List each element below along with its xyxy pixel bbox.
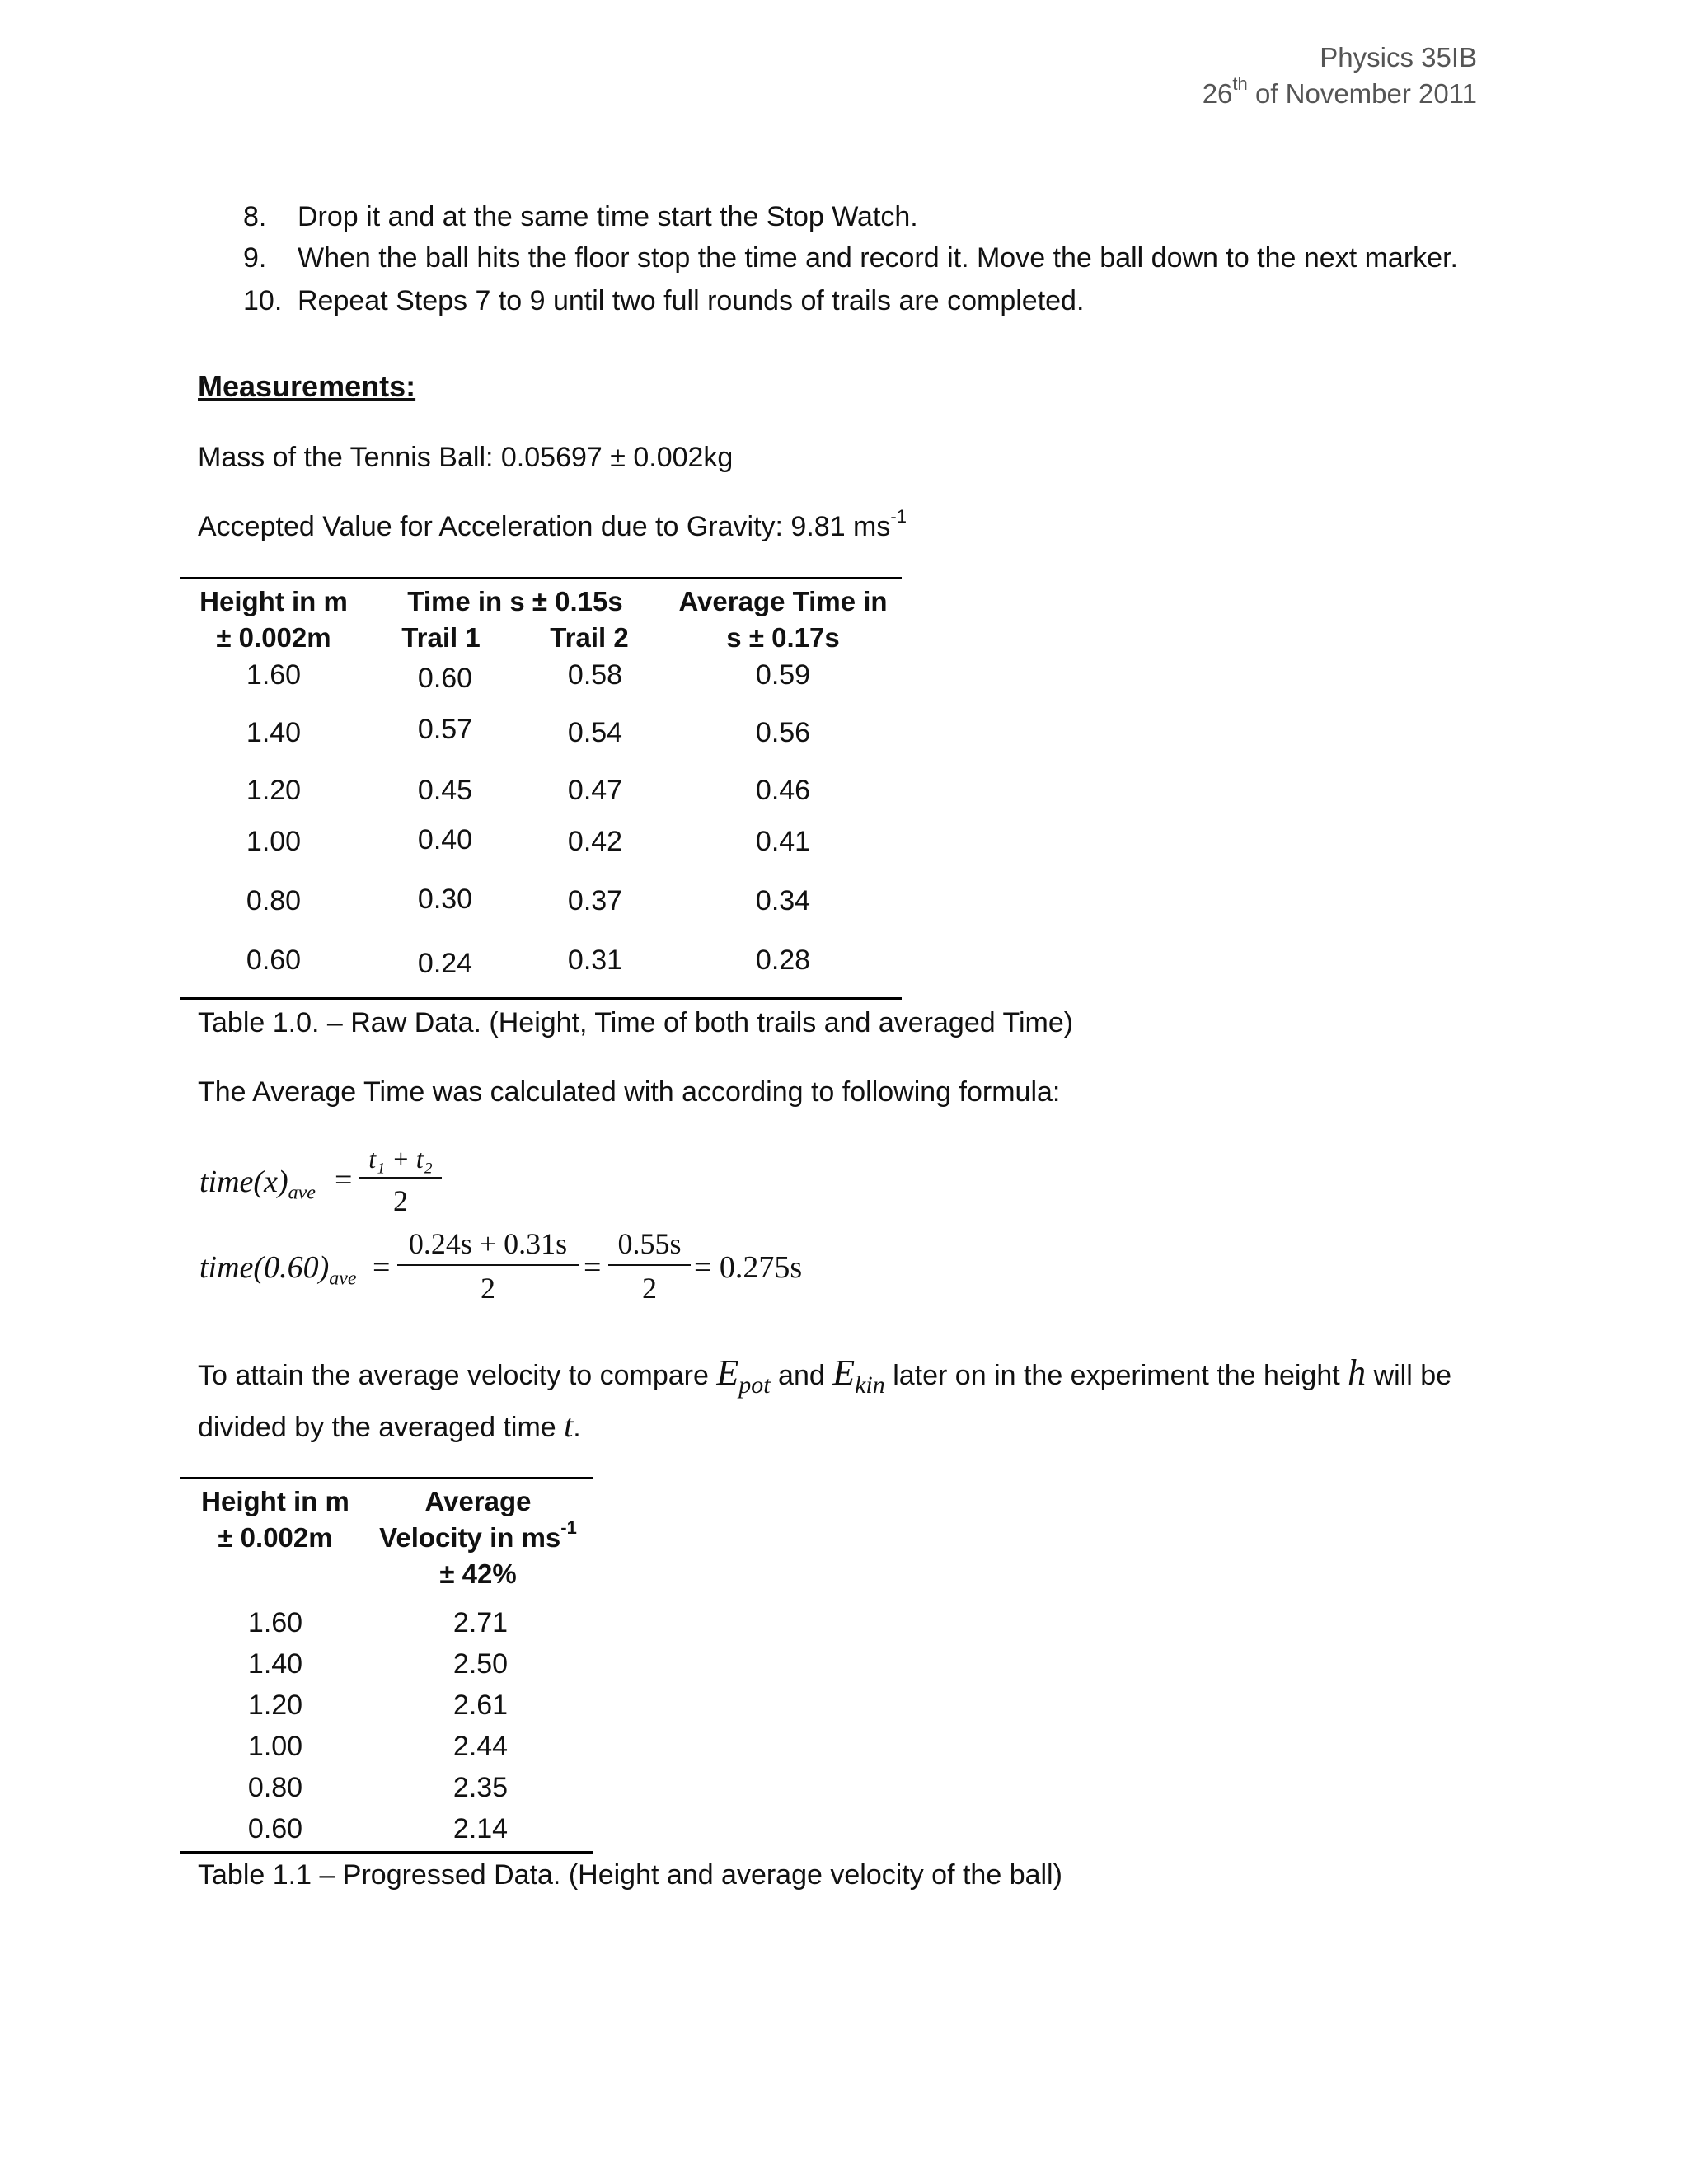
header-height-line2: ± 0.002m [218, 1522, 333, 1553]
fraction-bar [359, 1177, 442, 1179]
date-label [1202, 73, 1477, 112]
header-average-line2: s ± 0.17s [726, 622, 840, 653]
date-rest: of November 2011 [1247, 78, 1477, 109]
energy-kin-symbol [832, 1352, 885, 1399]
cell-velocity: 2.61 [452, 1690, 509, 1721]
formula-intro: The Average Time was calculated with according to following formula: [198, 1076, 1061, 1108]
cell-trail1: 0.24 [417, 948, 473, 979]
cell-velocity: 2.14 [452, 1813, 509, 1844]
gravity-unit-exponent: -1 [890, 505, 907, 527]
list-item [243, 242, 1458, 274]
header-velocity-unit: Velocity in ms [379, 1522, 561, 1553]
table-bottom-rule [180, 997, 902, 1000]
mass-text: Mass of the Tennis Ball: 0.05697 ± 0.002kg [198, 442, 734, 473]
header-velocity-line1: Average [424, 1486, 532, 1516]
list-item [243, 285, 1084, 317]
cell-trail2: 0.31 [567, 944, 623, 976]
velocity-text-part2: and [770, 1360, 833, 1391]
cell-trail1: 0.40 [417, 824, 473, 855]
header-velocity-exponent: -1 [560, 1517, 577, 1538]
header-velocity [371, 1483, 585, 1592]
list-item-number: 9. [243, 242, 267, 274]
header-average-line1: Average Time in [678, 586, 888, 616]
list-item-number: 8. [243, 201, 267, 232]
formula-lhs-specific [199, 1249, 357, 1291]
energy-pot-letter: E [716, 1352, 739, 1393]
velocity-paragraph-line2 [198, 1406, 581, 1445]
cell-height: 0.80 [246, 885, 302, 916]
cell-average: 0.28 [755, 944, 811, 976]
cell-height: 1.40 [247, 1648, 303, 1680]
formula-numerator-3: 0.55s [617, 1227, 682, 1260]
formula-denominator-3: 2 [642, 1272, 657, 1305]
energy-kin-sub: kin [855, 1371, 885, 1399]
velocity-text-part1: To attain the average velocity to compare [198, 1360, 717, 1391]
header-height-line1: Height in m [201, 1486, 349, 1516]
formula-lhs-specific-text: time(0.60) [199, 1250, 330, 1285]
fraction-bar [608, 1264, 691, 1266]
cell-velocity: 2.71 [452, 1607, 509, 1638]
cell-height: 0.60 [246, 944, 302, 976]
cell-height: 1.00 [247, 1731, 303, 1762]
velocity-text-part4: will be [1366, 1360, 1452, 1391]
formula-lhs-general [199, 1164, 316, 1205]
header-height-line1: Height in m [199, 586, 348, 616]
formula-sub-ave-2: ave [329, 1268, 357, 1290]
velocity-paragraph-line1 [198, 1348, 1451, 1410]
energy-pot-symbol [716, 1352, 771, 1399]
cell-velocity: 2.35 [452, 1772, 509, 1803]
fraction-bar [397, 1264, 579, 1266]
course-label: Physics 35IB [1320, 42, 1477, 73]
list-item [243, 201, 918, 233]
energy-pot-sub: pot [738, 1371, 771, 1399]
table-top-rule [180, 577, 902, 579]
table-top-rule [180, 1477, 593, 1479]
table2-caption: Table 1.1 – Progressed Data. (Height and average velocity of the ball) [198, 1859, 1062, 1891]
cell-trail2: 0.54 [567, 717, 623, 748]
cell-average: 0.46 [755, 775, 811, 806]
time-symbol: t [564, 1407, 574, 1444]
cell-height: 1.20 [247, 1690, 303, 1721]
measurements-heading: Measurements: [198, 369, 416, 403]
gravity-text [198, 505, 907, 543]
cell-trail1: 0.30 [417, 883, 473, 915]
cell-average: 0.56 [755, 717, 811, 748]
header-trail1: Trail 1 [401, 622, 481, 653]
formula-numerator: t₁ + t₂ [368, 1144, 433, 1174]
energy-kin-letter: E [832, 1352, 856, 1393]
header-velocity-line2 [371, 1517, 585, 1556]
cell-trail1: 0.60 [417, 663, 473, 694]
formula-numerator-2: 0.24s + 0.31s [408, 1227, 568, 1260]
formula-equals-2: = [373, 1250, 391, 1285]
cell-average: 0.41 [755, 826, 811, 857]
date-day: 26 [1202, 78, 1233, 109]
header-height [191, 583, 356, 656]
list-item-text: Drop it and at the same time start the Stop Watch. [298, 201, 918, 232]
header-time: Time in s ± 0.15s [407, 586, 623, 616]
cell-height: 1.40 [246, 717, 302, 748]
cell-velocity: 2.44 [452, 1731, 509, 1762]
cell-trail1: 0.57 [417, 714, 473, 745]
header-velocity-line3: ± 42% [439, 1558, 517, 1589]
formula-sub-ave: ave [288, 1182, 316, 1204]
cell-height: 1.60 [246, 659, 302, 691]
cell-velocity: 2.50 [452, 1648, 509, 1680]
formula-lhs-general-text: time(x) [199, 1165, 288, 1199]
velocity-text-period: . [573, 1412, 581, 1443]
header-average-time [668, 583, 898, 656]
formula-denominator: 2 [393, 1184, 408, 1217]
cell-trail2: 0.42 [567, 826, 623, 857]
cell-trail2: 0.37 [567, 885, 623, 916]
header-trail2: Trail 2 [550, 622, 629, 653]
gravity-label: Accepted Value for Acceleration due to Gravity: 9.81 ms [198, 511, 891, 542]
list-item-text: When the ball hits the floor stop the time and record it. Move the ball down to the next marker. [298, 242, 1458, 274]
list-item-text: Repeat Steps 7 to 9 until two full rounds of trails are completed. [298, 285, 1085, 316]
formula-equals-3: = [584, 1250, 602, 1285]
cell-trail2: 0.47 [567, 775, 623, 806]
cell-height: 1.60 [247, 1607, 303, 1638]
list-item-number: 10. [243, 285, 283, 316]
date-suffix: th [1232, 73, 1248, 94]
header-height [193, 1483, 358, 1556]
table1-caption: Table 1.0. – Raw Data. (Height, Time of both trails and averaged Time) [198, 1007, 1074, 1038]
cell-height: 1.20 [246, 775, 302, 806]
cell-height: 1.00 [246, 826, 302, 857]
header-height-line2: ± 0.002m [216, 622, 331, 653]
height-symbol: h [1348, 1352, 1367, 1393]
cell-height: 0.60 [247, 1813, 303, 1844]
cell-average: 0.59 [755, 659, 811, 691]
cell-average: 0.34 [755, 885, 811, 916]
formula-result: = 0.275s [694, 1250, 803, 1285]
formula-denominator-2: 2 [481, 1272, 495, 1305]
cell-trail1: 0.45 [417, 775, 473, 806]
cell-trail2: 0.58 [567, 659, 623, 691]
velocity-text-part3: later on in the experiment the height [884, 1360, 1348, 1391]
formula-equals: = [335, 1163, 353, 1197]
cell-height: 0.80 [247, 1772, 303, 1803]
velocity-text-line2: divided by the averaged time [198, 1412, 565, 1443]
table-bottom-rule [180, 1851, 593, 1854]
